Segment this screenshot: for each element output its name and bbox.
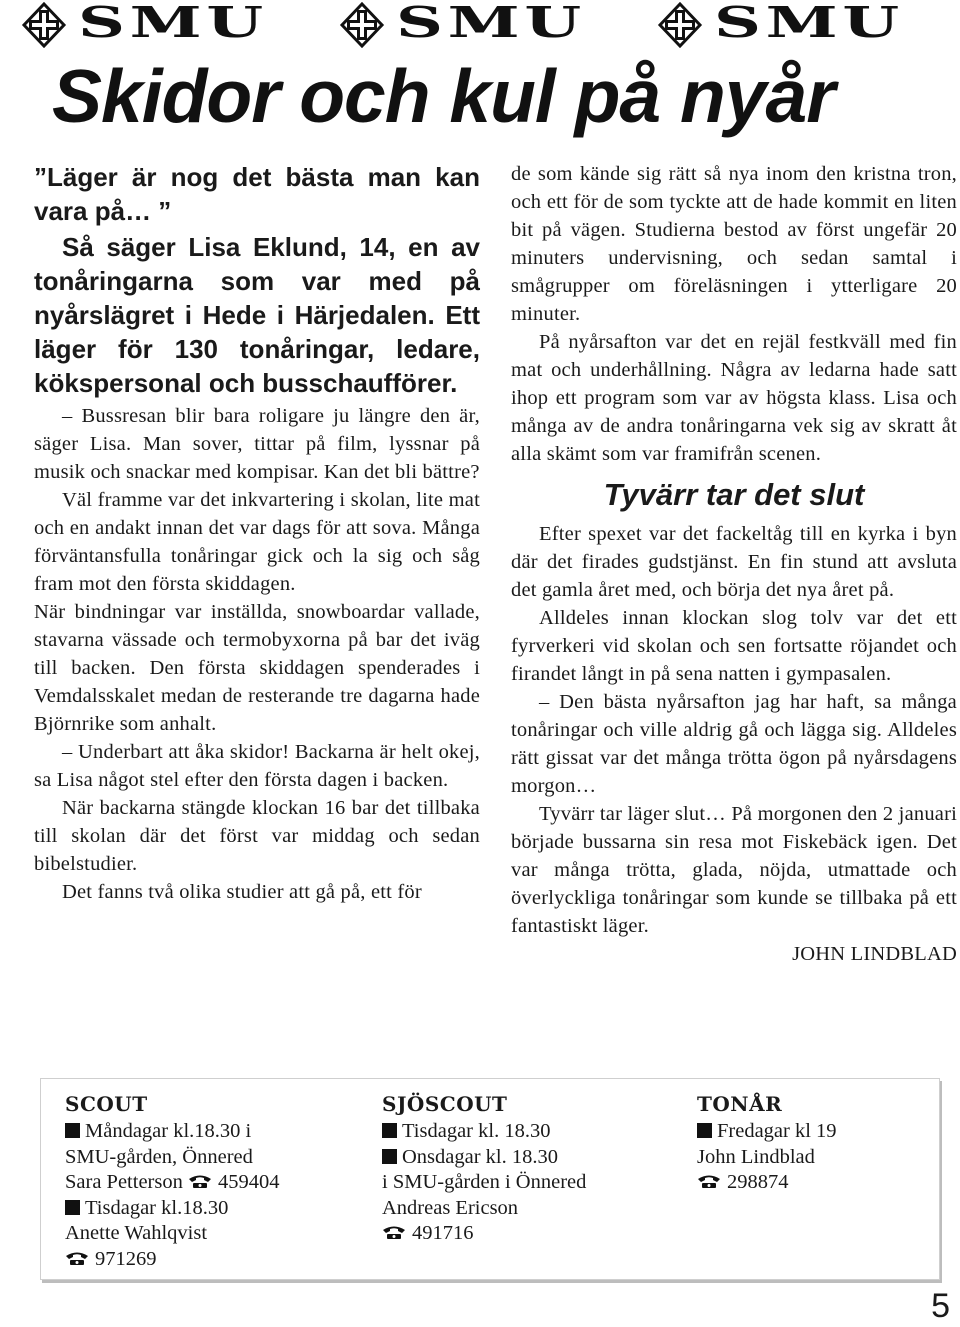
cross-emblem-icon: [338, 2, 386, 48]
left-body-text: [34, 402, 480, 906]
location-line: i SMU-gården i Önnered: [382, 1171, 587, 1193]
smu-logo-text: SMU: [396, 0, 586, 47]
schedule-line: Tisdagar kl. 18.30: [382, 1119, 662, 1145]
paragraph: – Underbart att åka skidor! Backarna är helt okej, sa Lisa något stel efter den första dagen i backen.: [34, 741, 480, 791]
telephone-icon: [188, 1174, 212, 1189]
tonar-group: [697, 1091, 960, 1196]
cross-emblem-icon: [656, 2, 704, 48]
activities-info-box: [40, 1078, 940, 1280]
paragraph: – Den bästa nyårsafton jag har haft, sa många tonåringar och ville aldrig gå och lägga sig. Alldeles rätt gissat var det många trötta ögon på nyårsdagens morgon…: [511, 691, 957, 797]
phone-line: 491716: [382, 1221, 662, 1247]
paragraph: de som kände sig rätt så nya inom den kristna tron, och ett för de som tyckte att de hade kommit en liten bit på vägen. Studierna bestod av först ungefär 20 minuters undervisning, och sedan samtal i smågrupper om föreläsningen i ytterligare 20 minuter.: [511, 163, 957, 325]
section-subheading: Tyvärr tar det slut: [603, 477, 865, 512]
right-body-text-continued: [511, 520, 957, 968]
location-line: SMU-gården, Önnered: [65, 1145, 253, 1168]
article-left-column: [34, 160, 480, 906]
paragraph: Tyvärr tar läger slut… På morgonen den 2 januari började bussarna sin resa mot Fiskebäck igen. Det var många trötta, glada, nöjda, utmattade och överlyckliga tonåringar som kunde se tillbaka på ett fantastiskt läger.: [511, 803, 957, 937]
page-number: 5: [931, 1287, 950, 1325]
lead-intro: Så säger Lisa Eklund, 14, en av tonåringarna som var med på nyårslägret i Hede i Härjedalen. Ett läger för 130 tonåringar, ledare, kökspersonal och busschaufförer.: [34, 232, 480, 398]
contact-line: Sara Petterson 459404: [65, 1171, 280, 1193]
group-title: SJÖSCOUT: [382, 1092, 508, 1116]
bullet-square-icon: [65, 1200, 80, 1215]
schedule-line: Fredagar kl 19: [697, 1119, 960, 1145]
smu-logo-row: [20, 2, 950, 48]
contact-name: Andreas Ericson: [382, 1196, 519, 1219]
sjoscout-group: [382, 1091, 662, 1247]
article-right-column: [511, 160, 957, 968]
author-signature: JOHN LINDBLAD: [792, 943, 957, 965]
smu-logo-text: SMU: [714, 0, 904, 47]
right-body-text: [511, 160, 957, 468]
contact-name: John Lindblad: [697, 1145, 815, 1168]
paragraph: När backarna stängde klockan 16 bar det tillbaka till skolan där det först var middag och sedan bibelstudier.: [34, 797, 480, 875]
bullet-square-icon: [382, 1123, 397, 1138]
schedule-line: Onsdagar kl. 18.30: [382, 1145, 662, 1171]
paragraph: Efter spexet var det fackeltåg till en kyrka i byn där det firades gudstjänst. En fin stund att avsluta det gamla året med, och börja det nya året på.: [511, 523, 957, 601]
paragraph: – Bussresan blir bara roligare ju längre den är, säger Lisa. Man sover, tittar på film, lyssnar på musik och snackar med kompisar. Kan det bli bättre?: [34, 405, 480, 483]
paragraph: Väl framme var det inkvartering i skolan, lite mat och en andakt innan det var dags för att sova. Många förväntansfulla tonåringar gick och la sig och såg fram mot den första skiddagen.: [34, 489, 480, 595]
paragraph: Alldeles innan klockan slog tolv var det ett fyrverkeri vid skolan och sen fortsatte röjandet och firandet långt in på sena natten i gympasalen.: [511, 607, 957, 685]
scout-group: [65, 1091, 345, 1272]
schedule-line: Tisdagar kl.18.30: [65, 1196, 345, 1222]
group-title: SCOUT: [65, 1092, 148, 1116]
smu-logo-text: SMU: [78, 0, 268, 47]
telephone-icon: [65, 1251, 89, 1266]
contact-name: Anette Wahlqvist: [65, 1222, 208, 1244]
bullet-square-icon: [697, 1123, 712, 1138]
article-headline: Skidor och kul på nyår: [52, 54, 835, 138]
schedule-line: Måndagar kl.18.30 i: [65, 1119, 345, 1145]
paragraph: Det fanns två olika studier att gå på, ett för: [62, 881, 422, 903]
bullet-square-icon: [65, 1123, 80, 1138]
paragraph: När bindningar var inställda, snowboardar vallade, stavarna vässade och termobyxorna på bar det iväg till backen. Den första skiddagen spenderades i Vemdalsskalet medan de resterande tre dagarna hade Björnrike som anhalt.: [34, 601, 480, 735]
group-title: TONÅR: [697, 1092, 783, 1116]
lead-quote: ”Läger är nog det bästa man kan vara på… ”: [34, 162, 480, 226]
telephone-icon: [697, 1174, 721, 1189]
cross-emblem-icon: [20, 2, 68, 48]
paragraph: På nyårsafton var det en rejäl festkväll med fin mat och underhållning. Några av ledarna hade satt ihop ett program som var av högsta klass. Lisa och många av de andra tonåringarna vek sig av skratt åt alla skämt som var framifrån scenen.: [511, 331, 957, 465]
telephone-icon: [382, 1225, 406, 1240]
bullet-square-icon: [382, 1149, 397, 1164]
phone-line: 971269: [65, 1247, 345, 1273]
phone-line: 298874: [697, 1170, 960, 1196]
